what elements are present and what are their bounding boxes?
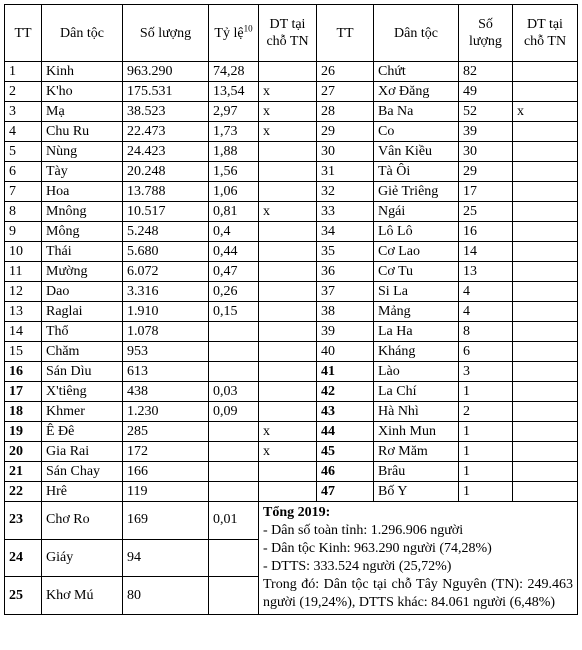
cell-dan-toc-right: Vân Kiều	[374, 142, 459, 162]
cell-so-luong: 119	[123, 482, 209, 502]
cell-dan-toc: X'tiêng	[42, 382, 123, 402]
cell-so-luong-right: 29	[459, 162, 513, 182]
cell-so-luong: 5.680	[123, 242, 209, 262]
cell-ty-le: 1,06	[209, 182, 259, 202]
cell-dt-tai-cho-right	[513, 482, 578, 502]
cell-dt-tai-cho-right	[513, 442, 578, 462]
cell-ty-le	[209, 322, 259, 342]
cell-dt-tai-cho-right	[513, 402, 578, 422]
cell-tt-right: 39	[317, 322, 374, 342]
cell-dt-tai-cho-right	[513, 302, 578, 322]
table-row	[5, 342, 578, 362]
cell-so-luong-right: 6	[459, 342, 513, 362]
cell-tt-right: 28	[317, 102, 374, 122]
header-so-luong-right: Số lượng	[459, 5, 513, 62]
cell-ty-le: 74,28	[209, 62, 259, 82]
cell-dan-toc: Sán Chay	[42, 462, 123, 482]
cell-ty-le: 0,81	[209, 202, 259, 222]
cell-dan-toc-right: Co	[374, 122, 459, 142]
cell-dt-tai-cho	[259, 342, 317, 362]
cell-so-luong-right: 2	[459, 402, 513, 422]
cell-ty-le: 1,88	[209, 142, 259, 162]
cell-dt-tai-cho	[259, 222, 317, 242]
cell-dt-tai-cho-right	[513, 162, 578, 182]
summary-cell	[259, 502, 578, 615]
cell-dt-tai-cho	[259, 302, 317, 322]
cell-tt: 3	[5, 102, 42, 122]
cell-dt-tai-cho-right	[513, 262, 578, 282]
cell-so-luong: 963.290	[123, 62, 209, 82]
cell-tt-right: 31	[317, 162, 374, 182]
cell-dan-toc-right: Bố Y	[374, 482, 459, 502]
cell-tt: 1	[5, 62, 42, 82]
cell-dt-tai-cho-right	[513, 122, 578, 142]
cell-dan-toc-right: Lào	[374, 362, 459, 382]
cell-so-luong-right: 25	[459, 202, 513, 222]
cell-so-luong: 175.531	[123, 82, 209, 102]
cell-dan-toc: Chu Ru	[42, 122, 123, 142]
cell-dan-toc: Dao	[42, 282, 123, 302]
cell-dt-tai-cho-right	[513, 142, 578, 162]
cell-so-luong: 1.078	[123, 322, 209, 342]
cell-ty-le: 1,56	[209, 162, 259, 182]
header-dan-toc: Dân tộc	[42, 5, 123, 62]
cell-dan-toc-right: Cơ Lao	[374, 242, 459, 262]
cell-tt-right: 46	[317, 462, 374, 482]
cell-tt-right: 43	[317, 402, 374, 422]
cell-so-luong: 169	[123, 502, 209, 540]
summary-title: Tổng 2019:	[263, 505, 331, 520]
cell-dt-tai-cho	[259, 62, 317, 82]
cell-dt-tai-cho: x	[259, 82, 317, 102]
cell-so-luong-right: 30	[459, 142, 513, 162]
cell-so-luong-right: 49	[459, 82, 513, 102]
cell-dan-toc-right: Brâu	[374, 462, 459, 482]
cell-ty-le: 1,73	[209, 122, 259, 142]
header-dt-tai-cho: DT tại chỗ TN	[259, 5, 317, 62]
cell-so-luong: 10.517	[123, 202, 209, 222]
cell-dt-tai-cho-right	[513, 222, 578, 242]
cell-dt-tai-cho-right	[513, 382, 578, 402]
cell-dt-tai-cho-right	[513, 342, 578, 362]
cell-tt-right: 45	[317, 442, 374, 462]
cell-ty-le: 0,47	[209, 262, 259, 282]
cell-tt-right: 42	[317, 382, 374, 402]
cell-ty-le	[209, 362, 259, 382]
cell-dt-tai-cho	[259, 142, 317, 162]
cell-dt-tai-cho	[259, 322, 317, 342]
cell-tt-right: 44	[317, 422, 374, 442]
ethnic-population-table	[4, 4, 578, 615]
cell-dt-tai-cho-right	[513, 362, 578, 382]
table-row	[5, 262, 578, 282]
cell-so-luong-right: 13	[459, 262, 513, 282]
table-row	[5, 382, 578, 402]
cell-tt-right: 40	[317, 342, 374, 362]
cell-tt: 9	[5, 222, 42, 242]
cell-dan-toc: K'ho	[42, 82, 123, 102]
cell-so-luong: 3.316	[123, 282, 209, 302]
cell-so-luong: 438	[123, 382, 209, 402]
cell-so-luong-right: 82	[459, 62, 513, 82]
cell-dan-toc-right: Chứt	[374, 62, 459, 82]
cell-dt-tai-cho-right	[513, 182, 578, 202]
table-row	[5, 222, 578, 242]
cell-dan-toc-right: Giẻ Triêng	[374, 182, 459, 202]
summary-line-dtts: - DTTS: 333.524 người (25,72%)	[263, 559, 452, 574]
cell-dan-toc: Sán Dìu	[42, 362, 123, 382]
cell-so-luong-right: 1	[459, 382, 513, 402]
cell-dt-tai-cho	[259, 402, 317, 422]
cell-dan-toc: Hrê	[42, 482, 123, 502]
cell-so-luong: 94	[123, 539, 209, 577]
cell-dan-toc-right: La Chí	[374, 382, 459, 402]
cell-so-luong: 953	[123, 342, 209, 362]
table-row	[5, 242, 578, 262]
cell-dt-tai-cho	[259, 262, 317, 282]
cell-dt-tai-cho	[259, 182, 317, 202]
cell-dan-toc: Giáy	[42, 539, 123, 577]
cell-tt-right: 34	[317, 222, 374, 242]
cell-dan-toc-right: Xinh Mun	[374, 422, 459, 442]
cell-dan-toc-right: Rơ Măm	[374, 442, 459, 462]
cell-dt-tai-cho	[259, 362, 317, 382]
cell-so-luong-right: 4	[459, 282, 513, 302]
cell-dan-toc: Ê Đê	[42, 422, 123, 442]
cell-tt-right: 38	[317, 302, 374, 322]
cell-tt: 17	[5, 382, 42, 402]
cell-dan-toc: Hoa	[42, 182, 123, 202]
cell-so-luong: 20.248	[123, 162, 209, 182]
cell-dan-toc: Khơ Mú	[42, 577, 123, 615]
cell-ty-le	[209, 442, 259, 462]
cell-tt: 2	[5, 82, 42, 102]
cell-so-luong-right: 3	[459, 362, 513, 382]
cell-ty-le: 0,4	[209, 222, 259, 242]
cell-tt: 16	[5, 362, 42, 382]
cell-so-luong: 80	[123, 577, 209, 615]
summary-line-breakdown: Trong đó: Dân tộc tại chỗ Tây Nguyên (TN): 249.463 người (19,24%), DTTS khác: 84.061 người (6,48%)	[263, 577, 573, 610]
cell-so-luong: 22.473	[123, 122, 209, 142]
table-row	[5, 502, 578, 540]
cell-ty-le: 2,97	[209, 102, 259, 122]
table-row	[5, 422, 578, 442]
header-ty-le	[209, 5, 259, 62]
cell-dt-tai-cho-right	[513, 322, 578, 342]
cell-dt-tai-cho-right	[513, 62, 578, 82]
cell-dan-toc-right: Kháng	[374, 342, 459, 362]
cell-dan-toc: Raglai	[42, 302, 123, 322]
cell-ty-le: 0,15	[209, 302, 259, 322]
header-dt-tai-cho-right: DT tại chỗ TN	[513, 5, 578, 62]
cell-dan-toc: Thái	[42, 242, 123, 262]
cell-tt-right: 35	[317, 242, 374, 262]
cell-tt-right: 30	[317, 142, 374, 162]
cell-so-luong: 38.523	[123, 102, 209, 122]
cell-so-luong: 1.910	[123, 302, 209, 322]
header-tt-right: TT	[317, 5, 374, 62]
cell-dan-toc: Nùng	[42, 142, 123, 162]
cell-dt-tai-cho-right	[513, 462, 578, 482]
table-body	[5, 62, 578, 615]
cell-so-luong-right: 4	[459, 302, 513, 322]
cell-tt: 12	[5, 282, 42, 302]
cell-so-luong: 613	[123, 362, 209, 382]
cell-dan-toc-right: Xơ Đăng	[374, 82, 459, 102]
cell-dan-toc: Mường	[42, 262, 123, 282]
cell-dt-tai-cho-right	[513, 242, 578, 262]
cell-so-luong-right: 1	[459, 442, 513, 462]
cell-dan-toc-right: Ngái	[374, 202, 459, 222]
table-row	[5, 62, 578, 82]
cell-ty-le	[209, 462, 259, 482]
cell-so-luong-right: 52	[459, 102, 513, 122]
cell-dan-toc-right: Mảng	[374, 302, 459, 322]
cell-dt-tai-cho-right	[513, 422, 578, 442]
cell-dan-toc: Thổ	[42, 322, 123, 342]
cell-tt-right: 32	[317, 182, 374, 202]
cell-dan-toc: Kinh	[42, 62, 123, 82]
table-row	[5, 82, 578, 102]
table-row	[5, 122, 578, 142]
cell-so-luong: 6.072	[123, 262, 209, 282]
cell-tt: 8	[5, 202, 42, 222]
cell-tt: 11	[5, 262, 42, 282]
cell-tt: 14	[5, 322, 42, 342]
cell-tt-right: 33	[317, 202, 374, 222]
table-row	[5, 282, 578, 302]
table-row	[5, 462, 578, 482]
cell-tt-right: 36	[317, 262, 374, 282]
cell-dan-toc: Mông	[42, 222, 123, 242]
cell-so-luong-right: 1	[459, 482, 513, 502]
cell-tt: 18	[5, 402, 42, 422]
cell-tt-right: 27	[317, 82, 374, 102]
cell-tt: 6	[5, 162, 42, 182]
table-row	[5, 402, 578, 422]
cell-dan-toc: Gia Rai	[42, 442, 123, 462]
cell-tt-right: 29	[317, 122, 374, 142]
cell-tt: 5	[5, 142, 42, 162]
table-row	[5, 102, 578, 122]
table-row	[5, 302, 578, 322]
cell-tt: 23	[5, 502, 42, 540]
cell-so-luong-right: 17	[459, 182, 513, 202]
cell-dt-tai-cho	[259, 282, 317, 302]
cell-tt-right: 37	[317, 282, 374, 302]
cell-dan-toc-right: Lô Lô	[374, 222, 459, 242]
cell-dt-tai-cho	[259, 162, 317, 182]
cell-dan-toc: Khmer	[42, 402, 123, 422]
cell-dt-tai-cho	[259, 242, 317, 262]
cell-ty-le: 0,01	[209, 502, 259, 540]
cell-dan-toc-right: Ba Na	[374, 102, 459, 122]
cell-tt: 7	[5, 182, 42, 202]
cell-tt: 10	[5, 242, 42, 262]
cell-so-luong: 13.788	[123, 182, 209, 202]
cell-dt-tai-cho-right: x	[513, 102, 578, 122]
summary-line-kinh: - Dân tộc Kinh: 963.290 người (74,28%)	[263, 541, 492, 556]
cell-ty-le: 13,54	[209, 82, 259, 102]
cell-tt: 21	[5, 462, 42, 482]
cell-so-luong: 172	[123, 442, 209, 462]
table-row	[5, 162, 578, 182]
cell-dt-tai-cho-right	[513, 282, 578, 302]
cell-tt-right: 47	[317, 482, 374, 502]
table-row	[5, 202, 578, 222]
cell-dan-toc-right: Cơ Tu	[374, 262, 459, 282]
cell-tt: 24	[5, 539, 42, 577]
cell-dan-toc-right: La Ha	[374, 322, 459, 342]
cell-so-luong: 285	[123, 422, 209, 442]
header-so-luong: Số lượng	[123, 5, 209, 62]
cell-tt-right: 26	[317, 62, 374, 82]
cell-tt: 13	[5, 302, 42, 322]
cell-dan-toc: Chăm	[42, 342, 123, 362]
cell-tt: 15	[5, 342, 42, 362]
cell-so-luong: 166	[123, 462, 209, 482]
cell-tt: 4	[5, 122, 42, 142]
cell-ty-le: 0,09	[209, 402, 259, 422]
cell-dt-tai-cho: x	[259, 202, 317, 222]
cell-dan-toc: Mạ	[42, 102, 123, 122]
cell-so-luong-right: 16	[459, 222, 513, 242]
table-row	[5, 442, 578, 462]
cell-dan-toc-right: Si La	[374, 282, 459, 302]
header-tt: TT	[5, 5, 42, 62]
summary-line-population: - Dân số toàn tỉnh: 1.296.906 người	[263, 523, 464, 538]
cell-ty-le	[209, 539, 259, 577]
cell-tt: 22	[5, 482, 42, 502]
table-row	[5, 482, 578, 502]
cell-dan-toc: Mnông	[42, 202, 123, 222]
cell-so-luong-right: 39	[459, 122, 513, 142]
cell-dt-tai-cho: x	[259, 422, 317, 442]
cell-ty-le	[209, 577, 259, 615]
table-row	[5, 362, 578, 382]
table-row	[5, 182, 578, 202]
cell-dt-tai-cho-right	[513, 82, 578, 102]
cell-dan-toc-right: Tà Ôi	[374, 162, 459, 182]
header-dan-toc-right: Dân tộc	[374, 5, 459, 62]
cell-tt: 19	[5, 422, 42, 442]
header-ty-le-text: Tỷ lệ	[214, 25, 244, 41]
cell-ty-le	[209, 342, 259, 362]
cell-so-luong-right: 1	[459, 422, 513, 442]
cell-dt-tai-cho	[259, 462, 317, 482]
cell-dt-tai-cho-right	[513, 202, 578, 222]
cell-so-luong-right: 14	[459, 242, 513, 262]
cell-so-luong: 1.230	[123, 402, 209, 422]
cell-so-luong-right: 1	[459, 462, 513, 482]
cell-ty-le: 0,26	[209, 282, 259, 302]
cell-tt: 25	[5, 577, 42, 615]
cell-ty-le	[209, 482, 259, 502]
cell-so-luong: 24.423	[123, 142, 209, 162]
cell-dt-tai-cho	[259, 482, 317, 502]
cell-dt-tai-cho: x	[259, 122, 317, 142]
cell-dan-toc-right: Hà Nhì	[374, 402, 459, 422]
cell-so-luong-right: 8	[459, 322, 513, 342]
cell-dt-tai-cho: x	[259, 442, 317, 462]
cell-tt: 20	[5, 442, 42, 462]
cell-tt-right: 41	[317, 362, 374, 382]
cell-ty-le: 0,44	[209, 242, 259, 262]
cell-dt-tai-cho	[259, 382, 317, 402]
cell-dan-toc: Tày	[42, 162, 123, 182]
footnote-marker: 10	[243, 22, 253, 33]
cell-ty-le	[209, 422, 259, 442]
cell-so-luong: 5.248	[123, 222, 209, 242]
table-row	[5, 322, 578, 342]
cell-dan-toc: Chơ Ro	[42, 502, 123, 540]
table-row	[5, 142, 578, 162]
cell-ty-le: 0,03	[209, 382, 259, 402]
cell-dt-tai-cho: x	[259, 102, 317, 122]
header-row	[5, 5, 578, 62]
